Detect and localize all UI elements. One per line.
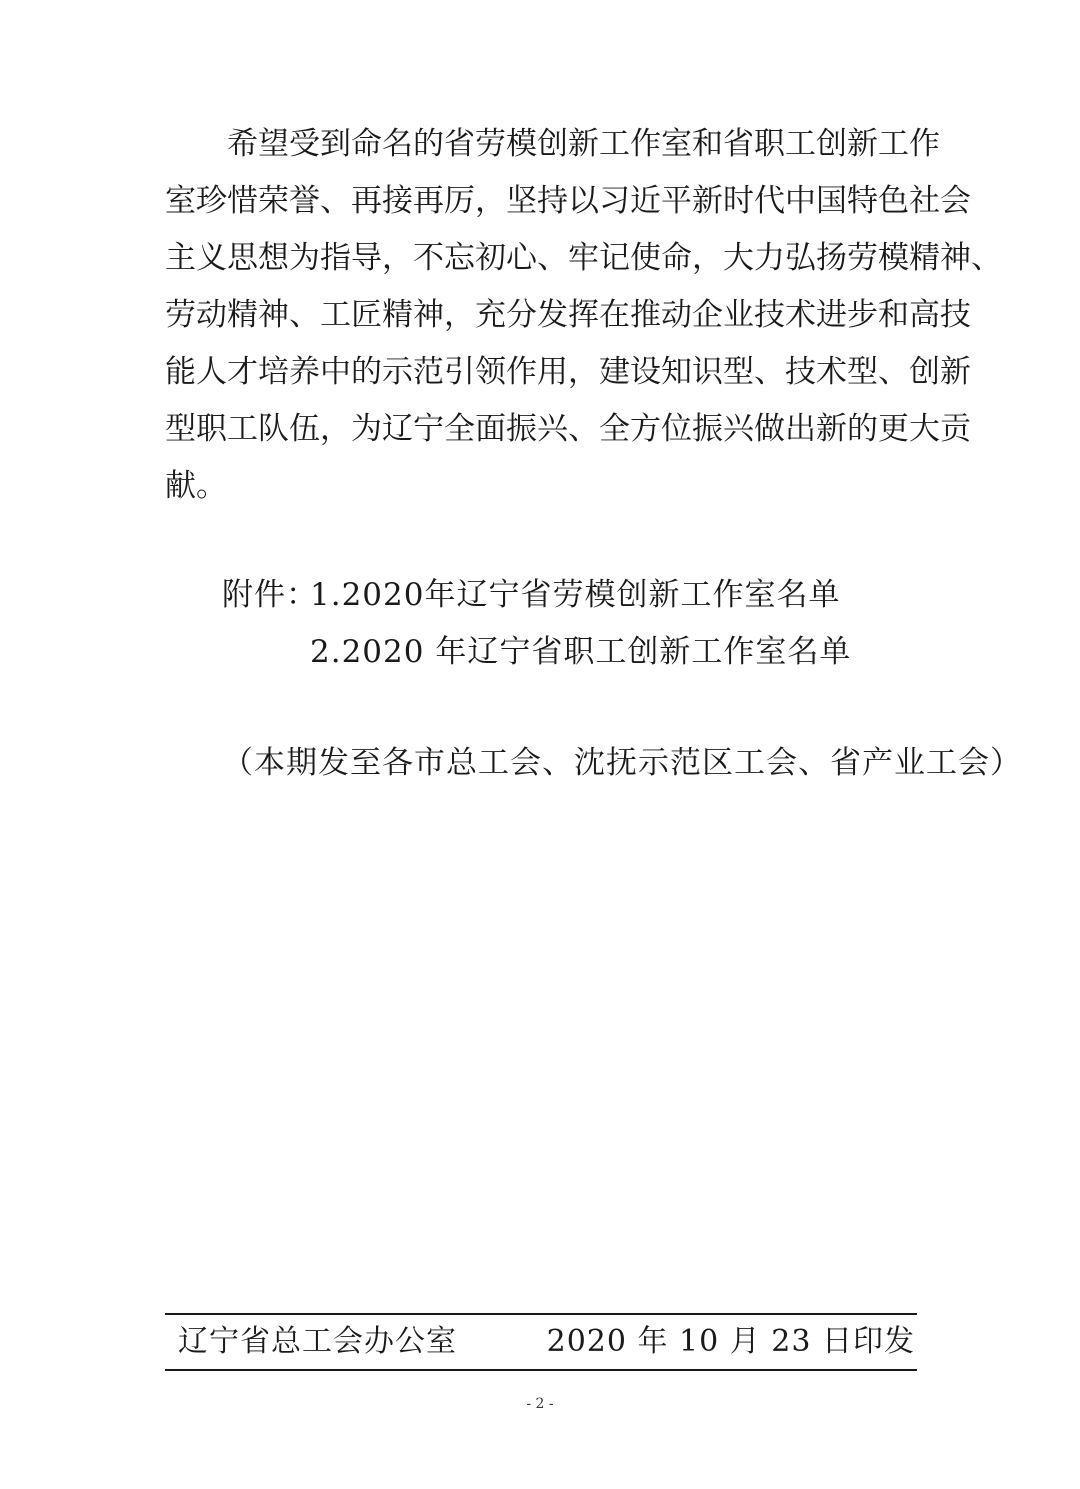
issuer-name: 辽宁省总工会办公室	[178, 1324, 457, 1359]
distribution-note: （本期发至各市总工会、沈抚示范区工会、省产业工会）	[222, 745, 1022, 781]
body-line-3: 主义思想为指导，不忘初心、牢记使命，大力弘扬劳模精神、	[165, 240, 1002, 276]
body-line-2: 室珍惜荣誉、再接再厉，坚持以习近平新时代中国特色社会	[165, 183, 971, 219]
issue-date: 2020 年 10 月 23 日印发	[546, 1324, 915, 1359]
attachment-label: 附件：	[222, 577, 318, 613]
footer-bottom-rule	[165, 1369, 917, 1371]
footer-top-rule	[165, 1313, 917, 1315]
attachment-item-2: 2.2020 年辽宁省职工创新工作室名单	[310, 634, 852, 670]
body-line-6: 型职工队伍，为辽宁全面振兴、全方位振兴做出新的更大贡	[165, 411, 971, 447]
body-line-1: 希望受到命名的省劳模创新工作室和省职工创新工作	[165, 126, 940, 162]
body-line-4: 劳动精神、工匠精神，充分发挥在推动企业技术进步和高技	[165, 297, 971, 333]
attachment-item-1: 1.2020年辽宁省劳模创新工作室名单	[310, 577, 841, 613]
page-number: - 2 -	[526, 1396, 554, 1412]
body-line-7: 献。	[165, 468, 227, 504]
body-line-5: 能人才培养中的示范引领作用，建设知识型、技术型、创新	[165, 354, 971, 390]
